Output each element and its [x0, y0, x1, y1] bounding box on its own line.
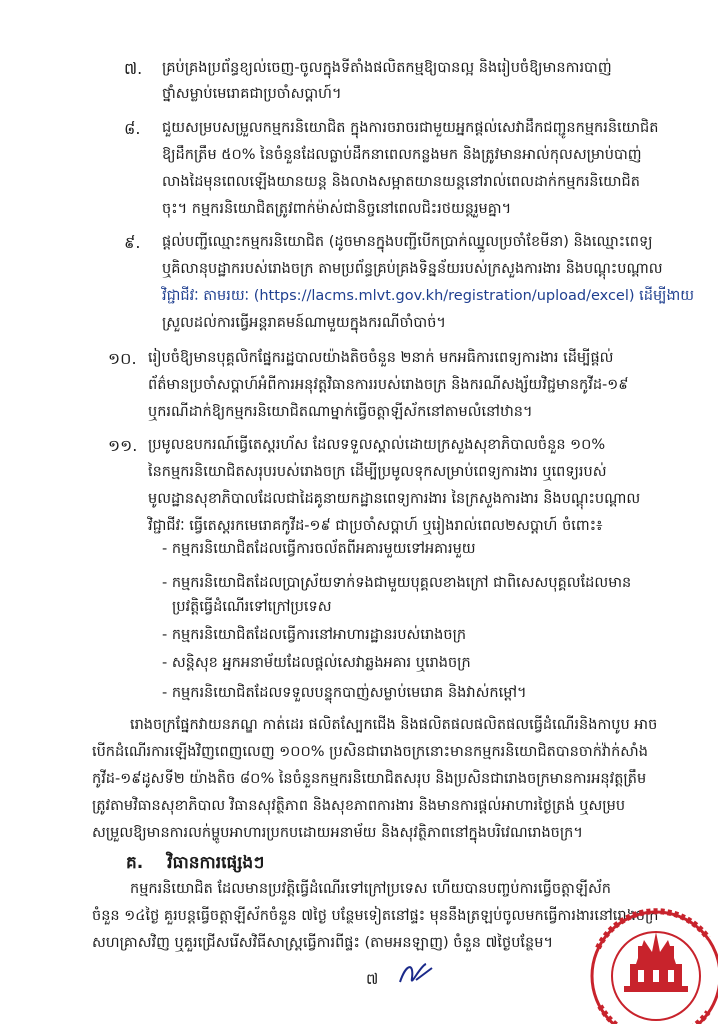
body-paragraph-line: ត្រូវតាមវិធានសុខាភិបាល វិធានសុវត្ថិភាព និងសុខភាពការងារ និងមានការផ្ដល់អាហារថ្ងៃត្រង់ ឬសម្រប	[92, 798, 626, 814]
item-line: ឬករណីដាក់ឱ្យកម្មករនិយោជិតណាម្នាក់ធ្វើចត្តាឡីស័កនៅតាមលំនៅឋាន។	[148, 404, 533, 420]
bullet-item: - កម្មករនិយោជិតដែលទទួលបន្ទុកបាញ់សម្លាប់មេរោគ និងវាស់កម្ដៅ។	[162, 685, 527, 701]
section-marker: គ.	[126, 853, 144, 873]
item-number: ៩.	[124, 233, 141, 252]
item-line: ព័ត៌មានប្រចាំសប្ដាហ៍អំពីការអនុវត្តវិធានការរបស់រោងចក្រ និងករណីសង្ស័យវិជ្ជមានកូវីដ-១៩	[148, 377, 629, 393]
body-paragraph-line: រោងចក្រផ្នែកវាយនភណ្ឌ កាត់ដេរ ផលិតស្បែកជើង និងផលិតផលផលិតផលធ្វើដំណើរនិងកាបូប អាច	[130, 717, 658, 733]
item-line: វិជ្ជាជីវៈ ធ្វើតេស្តរកមេរោគកូវីដ-១៩ ជាប្រចាំសប្ដាហ៍ ឬរៀងរាល់ពេល២សប្ដាហ៍ ចំពោះ៖	[148, 518, 603, 534]
item-line: ថ្នាំសម្លាប់មេរោគជាប្រចាំសប្ដាហ៍។	[162, 86, 342, 102]
item-line: ចុះ។ កម្មករនិយោជិតត្រូវពាក់ម៉ាស់ជានិច្ចនៅពេលជិះរថយន្តរួមគ្នា។	[162, 201, 512, 217]
section-line: កម្មករនិយោជិត ដែលមានប្រវត្តិធ្វើដំណើរទៅក្រៅប្រទេស ហើយបានបញ្ចប់ការធ្វើចត្តាឡីស័ក	[130, 881, 611, 897]
item-line: ជួយសម្របសម្រួលកម្មករនិយោជិត ក្នុងការចរាចរជាមួយអ្នកផ្ដល់សេវាដឹកជញ្ជូនកម្មករនិយោជិត	[162, 120, 659, 136]
section-title: វិធានការផ្សេងៗ	[167, 853, 265, 873]
bullet-item: - កម្មករនិយោជិតដែលប្រាស្រ័យទាក់ទងជាមួយបុគ្គលខាងក្រៅ ជាពិសេសបុគ្គលដែលមាន	[162, 575, 632, 591]
official-stamp	[578, 906, 718, 1024]
section-line: ចំនួន ១៤ថ្ងៃ គួរបន្តធ្វើចត្តាឡីស័កចំនួន ៧ថ្ងៃ បន្ថែមទៀតនៅផ្ទះ មុននឹងត្រឡប់ចូលមកធ្វើការងារនៅរោងចក្រ	[92, 908, 659, 924]
item-number: ៧.	[124, 59, 143, 78]
initials-signature	[396, 958, 436, 992]
body-paragraph-line: សម្រួលឱ្យមានការលក់ម្ហូបអាហារប្រកបដោយអនាម័យ និងសុវត្ថិភាពនៅក្នុងបរិវេណរោងចក្រ។	[92, 825, 583, 841]
item-line: ផ្ដល់បញ្ជីឈ្មោះកម្មករនិយោជិត (ដូចមានក្នុងបញ្ជីបើកប្រាក់ឈ្នួលប្រចាំខែមីនា) និងឈ្មោះពេទ្យ	[162, 234, 653, 250]
item-number: ១១.	[108, 436, 138, 455]
section-line: សហគ្រាសវិញ ឬគួរជ្រើសរើសវិធីសាស្ត្រធ្វើការពីផ្ទះ (តាមអនឡាញ) ចំនួន ៧ថ្ងៃបន្ថែម។	[92, 935, 553, 951]
bullet-item: - សន្ដិសុខ អ្នកអនាម័យដែលផ្ដល់សេវាឆ្លងអគារ ឬរោងចក្រ	[162, 655, 471, 671]
item-line: ឱ្យដឹកត្រឹម ៥០% នៃចំនួនដែលធ្លាប់ដឹកនាពេលកន្លងមក និងត្រូវមានអាល់កុលសម្រាប់បាញ់	[162, 147, 642, 163]
bullet-item-continued: ប្រវត្តិធ្វើដំណើរទៅក្រៅប្រទេស	[172, 599, 332, 615]
body-paragraph-line: កូវីដ-១៩ដូសទី២ យ៉ាងតិច ៨០% នៃចំនួនកម្មករនិយោជិតសរុប និងប្រសិនជារោងចក្រមានការអនុវត្តត្រឹម	[92, 771, 647, 787]
item-line: ប្រមូលឧបករណ៍ធ្វើតេស្តរហ័ស ដែលទទួលស្គាល់ដោយក្រសួងសុខាភិបាលចំនួន ១០%	[148, 437, 606, 453]
item-line: ស្រួលដល់ការធ្វើអន្តរាគមន៍ណាមួយក្នុងករណីចាំបាច់។	[162, 315, 446, 331]
page-number: ៧	[366, 970, 379, 988]
bullet-item: - កម្មករនិយោជិតដែលធ្វើការនៅអាហារដ្ឋានរបស់រោងចក្រ	[162, 627, 467, 643]
section-heading	[126, 852, 264, 877]
item-number: ៨.	[124, 119, 141, 138]
item-line: ឬគិលានុបដ្ឋាករបស់រោងចក្រ តាមប្រព័ន្ធគ្រប់គ្រងទិន្នន័យរបស់ក្រសួងការងារ និងបណ្ដុះបណ្ដាល	[162, 261, 663, 277]
bullet-item: - កម្មករនិយោជិតដែលធ្វើការចល័តពីអគារមួយទៅអគារមួយ	[162, 541, 476, 557]
item-line: មូលដ្ឋានសុខាភិបាលដែលជាដៃគូនាយកដ្ឋានពេទ្យការងារ នៃក្រសួងការងារ និងបណ្ដុះបណ្ដាល	[148, 491, 641, 507]
item-number: ១០.	[108, 349, 137, 368]
item-line: នៃកម្មករនិយោជិតសរុបរបស់រោងចក្រ ដើម្បីប្រមូលទុកសម្រាប់ពេទ្យការងារ ឬពេទ្យរបស់	[148, 464, 607, 480]
item-line: គ្រប់គ្រងប្រព័ន្ធខ្យល់ចេញ-ចូលក្នុងទីតាំងផលិតកម្មឱ្យបានល្អ និងរៀបចំឱ្យមានការបាញ់	[162, 60, 612, 76]
item-line: លាងដៃមុនពេលឡើងយានយន្ត និងលាងសម្អាតយានយន្តនៅរាល់ពេលដាក់កម្មករនិយោជិត	[162, 174, 640, 190]
registration-link-line[interactable]: វិជ្ជាជីវៈ តាមរយៈ (https://lacms.mlvt.gov.kh/registration/upload/excel) ដើម្បីងាយ	[162, 288, 695, 304]
body-paragraph-line: បើកដំណើរការឡើងវិញពេញលេញ ១០០% ប្រសិនជារោងចក្រនោះមានកម្មករនិយោជិតបានចាក់វ៉ាក់សាំង	[92, 744, 648, 760]
item-line: រៀបចំឱ្យមានបុគ្គលិកផ្នែករដ្ឋបាលយ៉ាងតិចចំនួន ២នាក់ មកអធិការពេទ្យការងារ ដើម្បីផ្ដល់	[148, 350, 614, 366]
